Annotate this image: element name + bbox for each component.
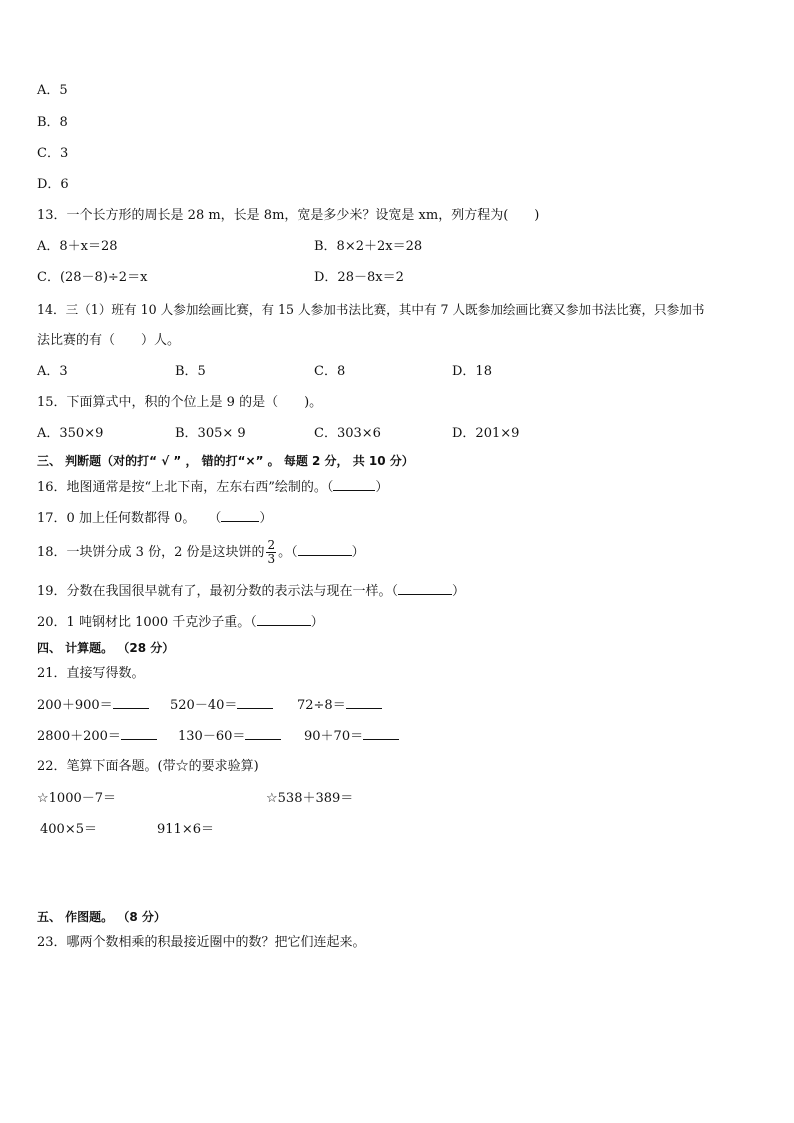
q18-denominator: 3 [267,552,276,566]
q12-option-b: B．8 [37,115,68,130]
q17-answer-blank[interactable] [221,509,259,522]
q15-text: 15．下面算式中，积的个位上是 9 的是（ )。 [37,395,323,410]
q22-item-2: ☆538＋389＝ [266,791,354,806]
q18-fraction [266,539,276,566]
q17-text: 17．0 加上任何数都得 0。 （ [37,511,222,526]
q21-item-3 [297,696,382,715]
q21-item-2-blank[interactable] [237,696,273,709]
q20-text: 20．1 吨钢材比 1000 千克沙子重。（ [37,615,257,630]
q13-text: 13．一个长方形的周长是 28 m，长是 8m，宽是多少米？设宽是 xm，列方程为( ) [37,208,540,223]
q17 [37,509,272,528]
q14-text-line2: 法比赛的有（ ）人。 [37,333,181,348]
q21-item-3-text: 72÷8＝ [297,698,346,713]
q21-item-6-text: 90＋70＝ [304,729,364,744]
q21-item-2-text: 520－40＝ [170,698,238,713]
q21-item-5 [178,727,281,746]
q20-answer-blank[interactable] [257,613,311,626]
q18-text: 18．一块饼分成 3 份，2 份是这块饼的 [37,545,265,560]
q21-item-4 [37,727,157,746]
q14-text-line1: 14．三（1）班有 10 人参加绘画比赛，有 15 人参加书法比赛，其中有 7 人既参加绘画比赛又参加书法比赛，只参加书 [37,302,705,317]
q13-option-d: D．28－8x＝2 [314,270,404,285]
q17-close: ） [259,511,273,526]
q21-title: 21．直接写得数。 [37,666,145,681]
q16-close: ） [375,480,389,495]
q21-item-5-blank[interactable] [245,727,281,740]
q14-option-d: D．18 [452,364,492,379]
q15-option-c: C．303×6 [314,426,381,441]
q19 [37,582,465,601]
q18-text-post: 。（ [278,545,298,560]
q23-text: 23．哪两个数相乘的积最接近圈中的数？把它们连起来。 [37,935,366,950]
q12-option-a: A．5 [37,83,68,98]
q16-answer-blank[interactable] [333,478,375,491]
q13-option-b: B．8×2＋2x＝28 [314,239,423,254]
q21-item-1-text: 200＋900＝ [37,698,113,713]
q21-item-5-text: 130－60＝ [178,729,246,744]
q21-item-4-blank[interactable] [121,727,157,740]
q18 [37,536,365,570]
q18-answer-blank[interactable] [298,543,352,556]
q12-option-c: C．3 [37,146,69,161]
q20-close: ） [310,615,324,630]
q16-text: 16．地图通常是按“上北下南，左东右西”绘制的。（ [37,480,334,495]
q14-option-b: B．5 [175,364,206,379]
q12-option-d: D．6 [37,177,69,192]
q21-item-1 [37,696,149,715]
q14-option-c: C．8 [314,364,346,379]
q18-numerator: 2 [267,538,276,552]
q22-title: 22．笔算下面各题。(带☆的要求验算) [37,759,259,774]
q18-close: ） [351,545,365,560]
q21-item-3-blank[interactable] [346,696,382,709]
q22-item-1: ☆1000－7＝ [37,791,117,806]
q19-answer-blank[interactable] [398,582,452,595]
q13-option-a: A．8＋x＝28 [37,239,118,254]
q14-option-a: A．3 [37,364,68,379]
section-5-heading: 五、 作图题。 （8 分） [37,910,166,924]
q15-option-a: A．350×9 [37,426,104,441]
section-3-heading: 三、 判断题（对的打“ √ ” ， 错的打“×” 。 每题 2 分， 共 10 分） [37,454,414,468]
q21-item-2 [170,696,273,715]
q19-close: ） [452,584,466,599]
q21-item-6-blank[interactable] [363,727,399,740]
q13-option-c: C．(28－8)÷2＝x [37,270,148,285]
q21-item-6 [304,727,399,746]
q15-option-b: B．305× 9 [175,426,246,441]
q21-item-4-text: 2800＋200＝ [37,729,121,744]
q15-option-d: D．201×9 [452,426,520,441]
q20 [37,613,324,632]
q21-item-1-blank[interactable] [113,696,149,709]
q22-item-3: 400×5＝ [40,822,97,837]
q19-text: 19．分数在我国很早就有了，最初分数的表示法与现在一样。（ [37,584,399,599]
q16 [37,478,388,497]
q22-item-4: 911×6＝ [157,822,214,837]
section-4-heading: 四、 计算题。 （28 分） [37,641,175,655]
